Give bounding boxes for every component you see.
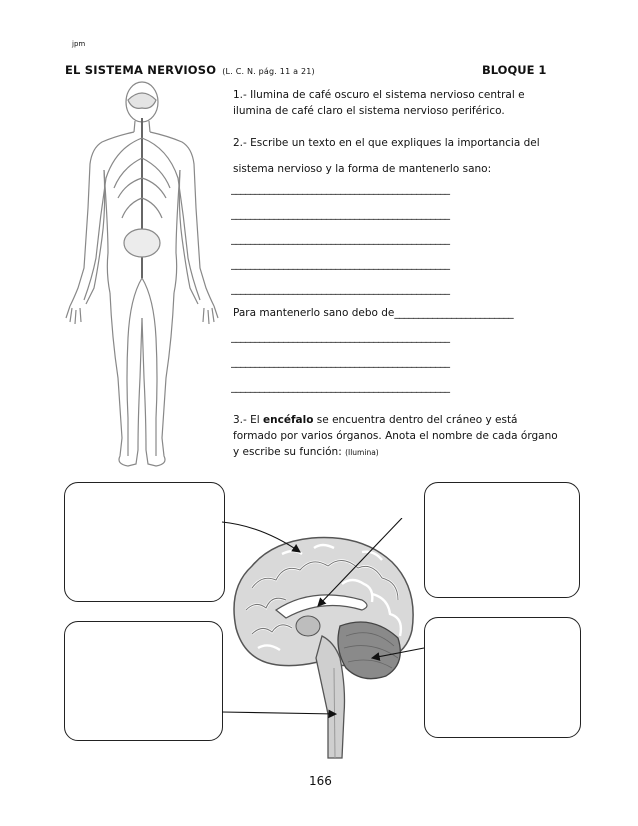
brain-diagram	[222, 518, 432, 768]
question-2-line-2: sistema nervioso y la forma de mantenerlo sano:	[233, 163, 492, 175]
answer-box-top-right[interactable]	[424, 482, 580, 598]
question-3-line-2: formado por varios órganos. Anota el nombre de cada órgano	[233, 430, 558, 442]
answer-line[interactable]: ______________________________________________	[231, 183, 450, 195]
page-number: 166	[309, 774, 332, 788]
question-3-line-3: y escribe su función: (Ilumina)	[233, 446, 379, 458]
answer-box-top-left[interactable]	[64, 482, 225, 602]
keep-healthy-line[interactable]	[233, 305, 513, 321]
human-nervous-system-figure	[56, 78, 236, 476]
question-1-line-2: ilumina de café claro el sistema nervioso periférico.	[233, 105, 505, 117]
answer-line[interactable]: ______________________________________________	[231, 233, 450, 245]
keyword-encefalo: encéfalo	[263, 414, 314, 426]
question-3	[233, 412, 558, 461]
answer-line[interactable]: ______________________________________________	[231, 381, 450, 393]
answer-line[interactable]: ______________________________________________	[231, 356, 450, 368]
question-1-line-1: 1.- Ilumina de café oscuro el sistema nervioso central e	[233, 89, 525, 101]
question-2-line-1: 2.- Escribe un texto en el que expliques la importancia del	[233, 137, 540, 149]
keep-healthy-blank[interactable]: _________________________	[394, 307, 514, 319]
answer-line[interactable]: ______________________________________________	[231, 283, 450, 295]
keep-healthy-prefix: Para mantenerlo sano debo de	[233, 307, 395, 319]
illuminate-note: (Ilumina)	[345, 448, 379, 457]
question-1	[233, 87, 525, 119]
author-initials: jpm	[72, 40, 86, 48]
block-label: BLOQUE 1	[482, 63, 547, 77]
answer-box-bottom-left[interactable]	[64, 621, 223, 741]
question-3-line-1: 3.- El encéfalo se encuentra dentro del cráneo y está	[233, 414, 518, 426]
thalamus	[296, 616, 320, 636]
textbook-reference: (L. C. N. pág. 11 a 21)	[222, 67, 315, 76]
answer-line[interactable]: ______________________________________________	[231, 208, 450, 220]
page-title	[65, 63, 315, 77]
answer-line[interactable]: ______________________________________________	[231, 258, 450, 270]
answer-line[interactable]: ______________________________________________	[231, 331, 450, 343]
answer-box-bottom-right[interactable]	[424, 617, 581, 738]
title-text: EL SISTEMA NERVIOSO	[65, 63, 217, 77]
